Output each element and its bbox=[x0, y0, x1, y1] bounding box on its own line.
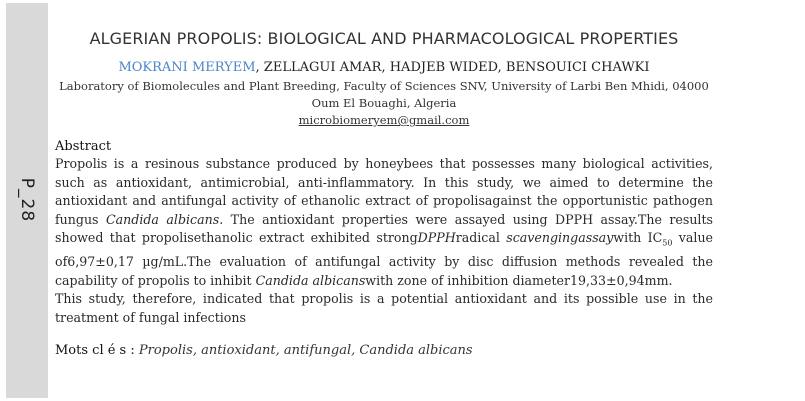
abstract-text-6: with zone of inhibition diameter19,33±0,94mm. bbox=[365, 272, 673, 288]
co-authors: , ZELLAGUI AMAR, HADJEB WIDED, BENSOUICI CHAWKI bbox=[255, 60, 650, 75]
dpph-term: DPPH bbox=[417, 230, 456, 245]
abstract-text-3: radical bbox=[455, 230, 507, 245]
abstract-page bbox=[55, 0, 713, 360]
keywords-label: Mots cl é s : bbox=[55, 343, 139, 359]
poster-code: P_28 bbox=[17, 177, 38, 223]
poster-code-label bbox=[6, 176, 48, 224]
abstract-heading: Abstract bbox=[55, 139, 112, 154]
abstract-text-2: . The antioxidant properties were assayed using DPPH assay.The results showed that propolisethanolic extract exhibited strong bbox=[55, 211, 713, 245]
author-list bbox=[55, 60, 713, 76]
abstract-text-1: Propolis is a resinous substance produced by honeybees that possesses many biological activities, such as antioxidant, antimicrobial, anti-inflammatory. In this study, we aimed to determine the antioxidant and antifungal activity of ethanolic extract of propolisagainst the opportunistic pathogen fungus bbox=[55, 156, 713, 227]
abstract-conclusion: This study, therefore, indicated that propolis is a potential antioxidant and its possible use in the treatment of fungal infections bbox=[55, 291, 713, 325]
organism-name-2: Candida albicans bbox=[255, 272, 366, 288]
contact-email-link[interactable]: microbiomeryem@gmail.com bbox=[298, 113, 470, 127]
scavenging-term: scavengingassay bbox=[506, 230, 614, 245]
keywords-line bbox=[55, 342, 713, 360]
abstract-text-5: value of6,97±0,17 µg/mL.The evaluation of antifungal activity by disc diffusion methods revealed the capability of propolis to inhibit bbox=[55, 230, 714, 288]
keywords-values: Propolis, antioxidant, antifungal, Candida albicans bbox=[138, 343, 473, 359]
organism-name: Candida albicans bbox=[106, 211, 220, 227]
abstract-body bbox=[55, 155, 713, 290]
paper-title: ALGERIAN PROPOLIS: BIOLOGICAL AND PHARMACOLOGICAL PROPERTIES bbox=[89, 29, 679, 48]
affiliation: Laboratory of Biomolecules and Plant Breeding, Faculty of Sciences SNV, University of Larbi Ben Mhidi, 04000 Oum El Bouaghi, Algeria bbox=[59, 79, 709, 110]
contact-email-line bbox=[55, 112, 713, 129]
abstract-text-4: with IC bbox=[613, 230, 663, 245]
lead-author: MOKRANI MERYEM bbox=[118, 60, 256, 75]
ic50-subscript: 50 bbox=[662, 238, 673, 248]
